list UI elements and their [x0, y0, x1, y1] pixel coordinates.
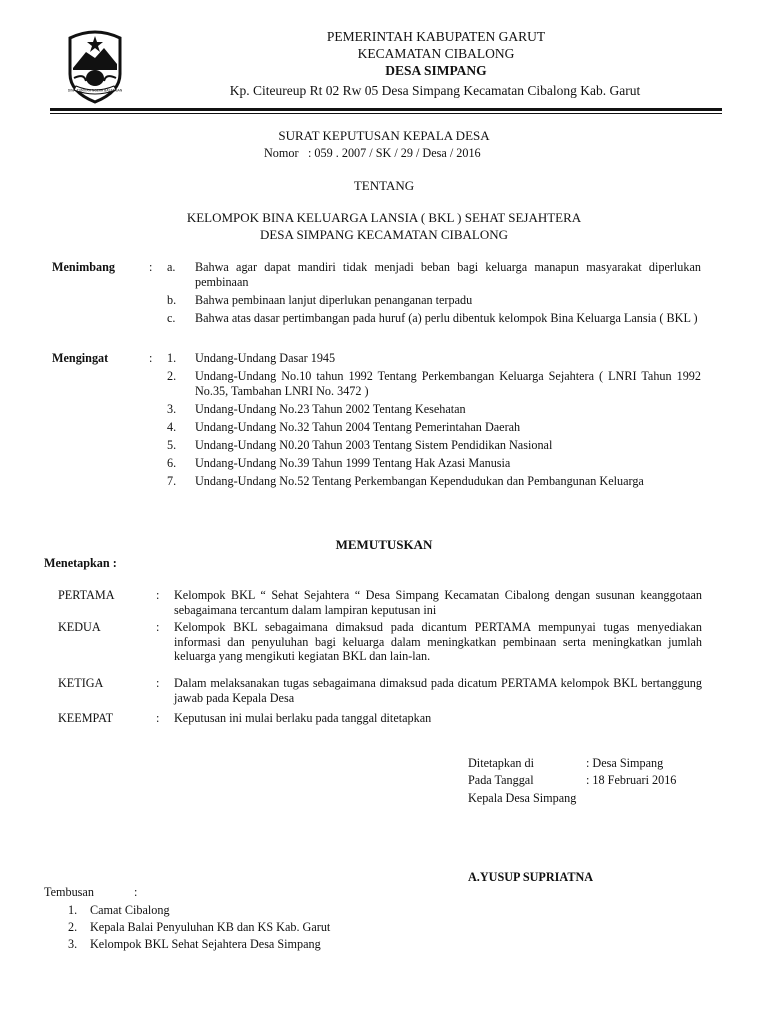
list-item: Bahwa agar dapat mandiri tidak menjadi beban bagi keluarga manapun masyarakat diperlukan pembinaan	[195, 260, 701, 289]
decision-colon: :	[156, 711, 160, 725]
list-item: Undang-Undang No.52 Tentang Perkembangan Kependudukan dan Pembangunan Keluarga	[195, 474, 644, 488]
letterhead-rule	[50, 108, 722, 111]
list-item: Undang-Undang Dasar 1945	[195, 351, 336, 365]
subject-line-1: KELOMPOK BINA KELUARGA LANSIA ( BKL ) SEHAT SEJAHTERA	[186, 210, 582, 225]
decision-colon: :	[156, 676, 160, 690]
tembusan-label: Tembusan	[44, 885, 94, 899]
decision-label: KETIGA	[58, 676, 104, 690]
tembusan-colon: :	[134, 885, 138, 899]
list-item: Undang-Undang N0.20 Tahun 2003 Tentang Sistem Pendidikan Nasional	[195, 438, 553, 452]
tanggal-label: Pada Tanggal	[468, 773, 534, 787]
list-marker: 7.	[167, 474, 177, 488]
decision-label: KEEMPAT	[58, 711, 114, 725]
nomor-value: : 059 . 2007 / SK / 29 / Desa / 2016	[308, 146, 481, 160]
tentang-heading: TENTANG	[353, 178, 415, 193]
decision-text: Kelompok BKL sebagaimana dimaksud pada dicantum PERTAMA mempunyai tugas menyediakan informasi dan penyuluhan bagi keluarga dalam meningkatkan pembinaan serta meningkatkan jumlah keluarga yang mengikuti kegiatan BKL dan lain-lan.	[174, 620, 702, 663]
tanggal-value: : 18 Februari 2016	[586, 773, 677, 787]
district-name: KECAMATAN CIBALONG	[357, 46, 515, 61]
signatory-name: A.YUSUP SUPRIATNA	[468, 870, 594, 884]
list-item: Kepala Balai Penyuluhan KB dan KS Kab. Garut	[90, 920, 331, 934]
mengingat-colon: :	[149, 351, 153, 365]
list-marker: 3.	[167, 402, 177, 416]
decision-text: Keputusan ini mulai berlaku pada tanggal ditetapkan	[174, 711, 432, 725]
decision-text: Kelompok BKL “ Sehat Sejahtera “ Desa Simpang Kecamatan Cibalong dengan susunan keanggotaan sebagaimana tercantum dalam lampiran keputusan ini	[174, 588, 702, 617]
decision-label: KEDUA	[58, 620, 101, 634]
list-item: Bahwa pembinaan lanjut diperlukan penanganan terpadu	[195, 293, 473, 307]
list-item: Camat Cibalong	[90, 903, 170, 917]
list-marker: 2.	[167, 369, 177, 383]
list-item: Undang-Undang No.32 Tahun 2004 Tentang Pemerintahan Daerah	[195, 420, 521, 434]
village-emblem-logo	[64, 28, 126, 104]
village-name: DESA SIMPANG	[385, 63, 487, 78]
list-marker: 5.	[167, 438, 177, 452]
list-marker: 4.	[167, 420, 177, 434]
menimbang-label: Menimbang	[52, 260, 115, 274]
list-item: Undang-Undang No.39 Tahun 1999 Tentang Hak Azasi Manusia	[195, 456, 511, 470]
list-marker: 1.	[68, 903, 78, 917]
svg-text:DINA TUMITAH NGERA BASANGAN: DINA TUMITAH NGERA BASANGAN	[67, 88, 123, 93]
list-marker: b.	[167, 293, 177, 307]
decision-colon: :	[156, 588, 160, 602]
subject-line-2: DESA SIMPANG KECAMATAN CIBALONG	[259, 227, 509, 242]
list-item: Undang-Undang No.10 tahun 1992 Tentang Perkembangan Keluarga Sejahtera ( LNRI Tahun 1992 No.35, Tambahan LNRI No. 3472 )	[195, 369, 701, 398]
document-title: SURAT KEPUTUSAN KEPALA DESA	[278, 128, 490, 143]
memutuskan-heading: MEMUTUSKAN	[335, 537, 433, 552]
village-address: Kp. Citeureup Rt 02 Rw 05 Desa Simpang Kecamatan Cibalong Kab. Garut	[229, 83, 641, 98]
decision-text: Dalam melaksanakan tugas sebagaimana dimaksud pada dicatum PERTAMA kelompok BKL bertanggung jawab pada Kepala Desa	[174, 676, 702, 705]
ditetapkan-value: : Desa Simpang	[586, 756, 664, 770]
list-marker: 6.	[167, 456, 177, 470]
decision-label: PERTAMA	[58, 588, 115, 602]
list-marker: c.	[167, 311, 176, 325]
menimbang-colon: :	[149, 260, 153, 274]
letterhead-rule-thin	[50, 113, 722, 114]
list-marker: a.	[167, 260, 176, 274]
list-item: Bahwa atas dasar pertimbangan pada huruf (a) perlu dibentuk kelompok Bina Keluarga Lansia ( BKL )	[195, 311, 698, 325]
decision-colon: :	[156, 620, 160, 634]
gov-name: PEMERINTAH KABUPATEN GARUT	[326, 29, 546, 44]
signatory-position: Kepala Desa Simpang	[468, 791, 577, 805]
list-marker: 2.	[68, 920, 78, 934]
menetapkan-label: Menetapkan :	[44, 556, 117, 570]
list-marker: 1.	[167, 351, 177, 365]
list-item: Undang-Undang No.23 Tahun 2002 Tentang Kesehatan	[195, 402, 466, 416]
nomor-label: Nomor	[264, 146, 299, 160]
ditetapkan-label: Ditetapkan di	[468, 756, 534, 770]
list-marker: 3.	[68, 937, 78, 951]
list-item: Kelompok BKL Sehat Sejahtera Desa Simpang	[90, 937, 321, 951]
mengingat-label: Mengingat	[52, 351, 109, 365]
